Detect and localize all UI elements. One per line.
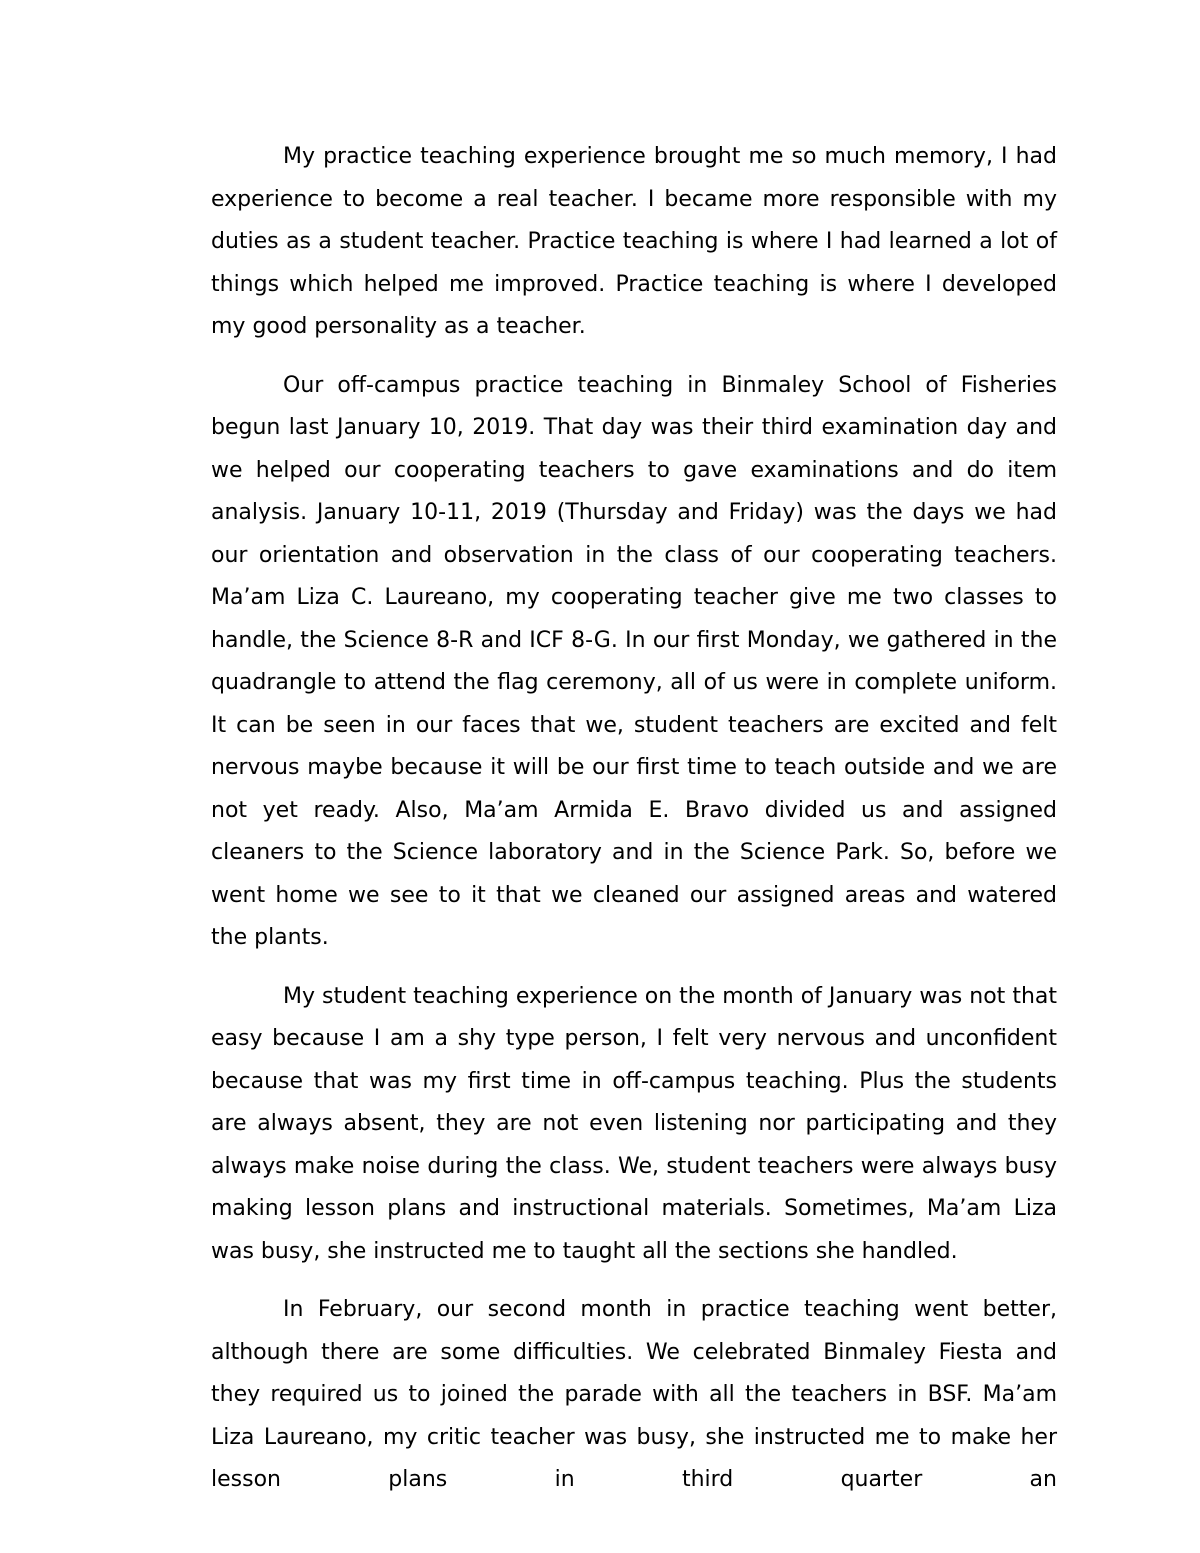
paragraph-4: In February, our second month in practice teaching went better, although there are some difficulties. We celebrated Binmaley Fiesta and they required us to joined the parade with all the teachers in BSF. Ma’am Liza Laureano, my critic teacher was busy, she instructed me to make her lesson plans in third quarter an [211,1297,1057,1492]
paragraph-2: Our off-campus practice teaching in Binmaley School of Fisheries begun last January 10, 2019. That day was their third examination day and we helped our cooperating teachers to gave examinations and do item analysis. January 10-11, 2019 (Thursday and Friday) was the days we had our orientation and observation in the class of our cooperating teachers. Ma’am Liza C. Laureano, my cooperating teacher give me two classes to handle, the Science 8-R and ICF 8-G. In our first Monday, we gathered in the quadrangle to attend the flag ceremony, all of us were in complete uniform. It can be seen in our faces that we, student teachers are excited and felt nervous maybe because it will be our first time to teach outside and we are not yet ready. Also, Ma’am Armida E. Bravo divided us and assigned cleaners to the Science laboratory and in the Science Park. So, before we went home we see to it that we cleaned our assigned areas and watered the plants. [211,372,1057,950]
paragraph-3: My student teaching experience on the month of January was not that easy because I am a shy type person, I felt very nervous and unconfident because that was my first time in off-campus teaching. Plus the students are always absent, they are not even listening nor participating and they always make noise during the class. We, student teachers were always busy making lesson plans and instructional materials. Sometimes, Ma’am Liza was busy, she instructed me to taught all the sections she handled. [211,983,1057,1264]
paragraph-1: My practice teaching experience brought me so much memory, I had experience to become a real teacher. I became more responsible with my duties as a student teacher. Practice teaching is where I had learned a lot of things which helped me improved. Practice teaching is where I developed my good personality as a teacher. [211,144,1057,339]
document-page [211,136,1057,1502]
